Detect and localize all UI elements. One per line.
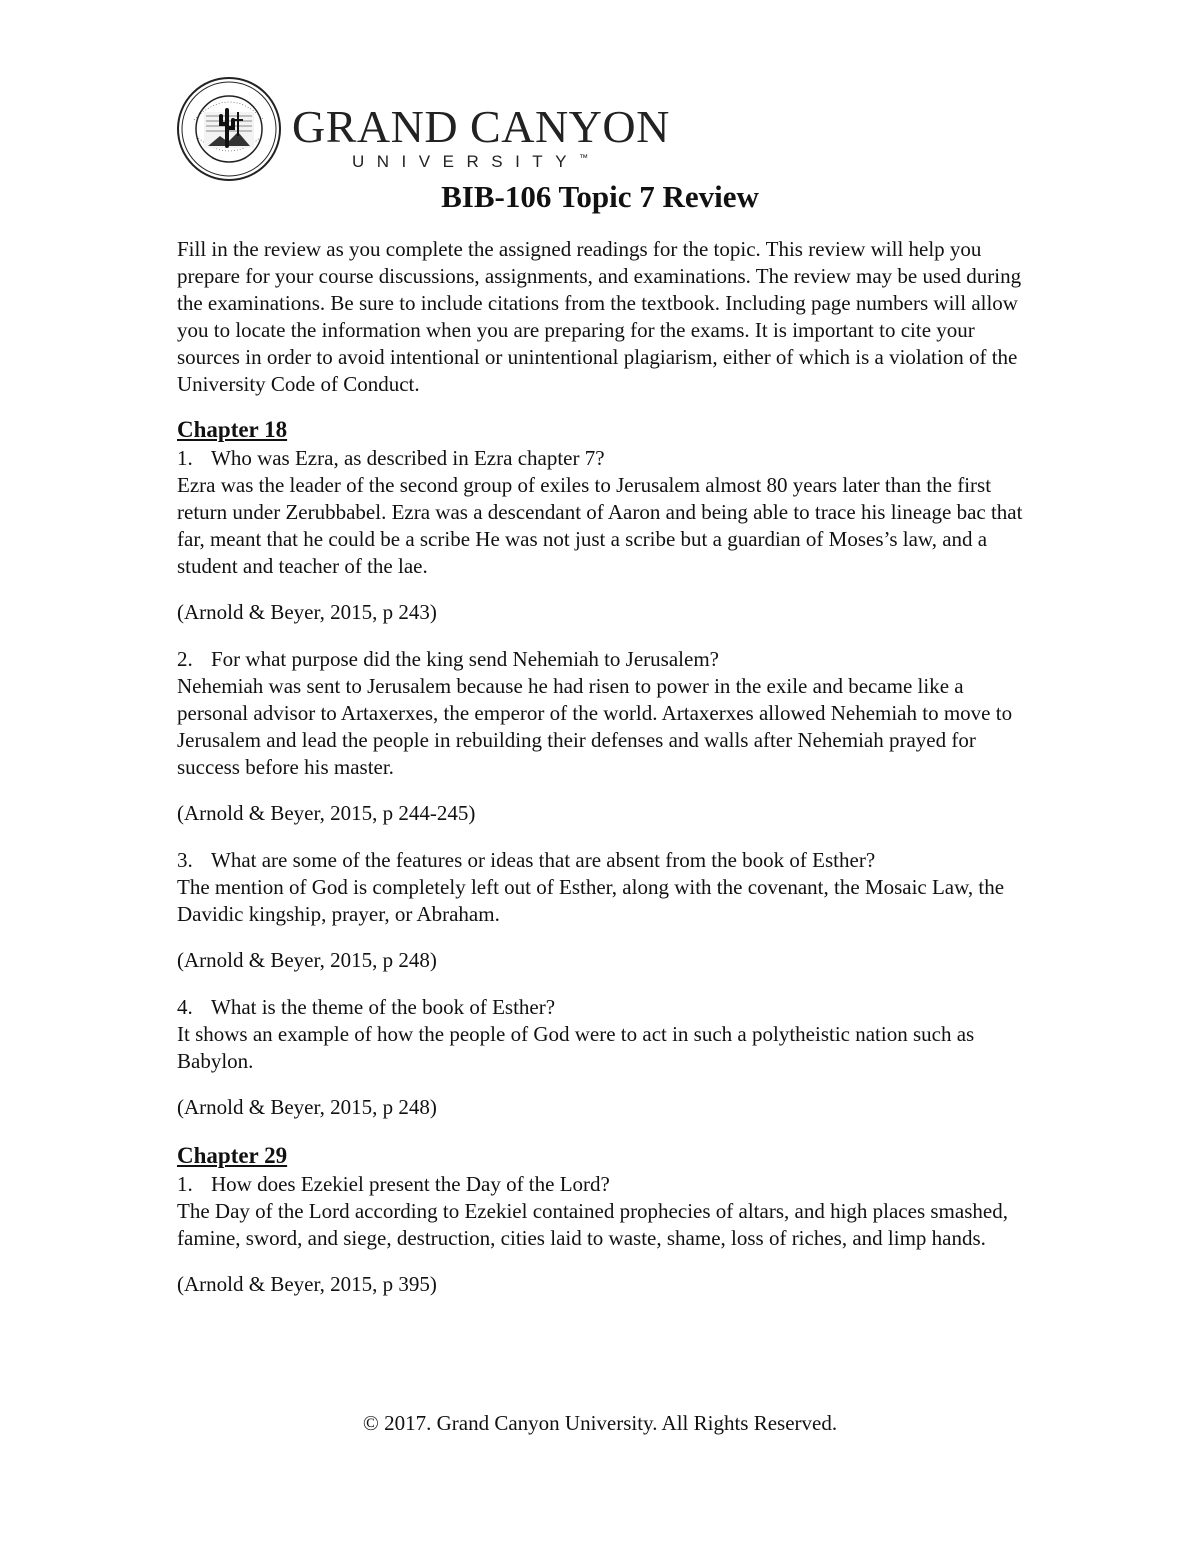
question-line [177, 994, 1037, 1021]
question-text: For what purpose did the king send Nehemiah to Jerusalem? [211, 647, 719, 671]
answer-text: It shows an example of how the people of God were to act in such a polytheistic nation such as Babylon. [177, 1022, 975, 1073]
university-seal-icon [176, 76, 282, 182]
question-line [177, 646, 1037, 673]
question-text: How does Ezekiel present the Day of the Lord? [211, 1172, 610, 1196]
trademark-mark: ™ [579, 152, 589, 163]
university-subname [352, 152, 652, 172]
answer-text: The Day of the Lord according to Ezekiel contained prophecies of altars, and high places smashed, famine, sword, and siege, destruction, cities laid to waste, shame, loss of riches, and limp hands. [177, 1199, 1008, 1250]
question-text: What are some of the features or ideas that are absent from the book of Esther? [211, 848, 876, 872]
question-block [177, 646, 1037, 781]
answer-text: The mention of God is completely left out of Esther, along with the covenant, the Mosaic Law, the Davidic kingship, prayer, or Abraham. [177, 875, 1005, 926]
university-wordmark [292, 101, 670, 172]
question-text: What is the theme of the book of Esther? [211, 995, 556, 1019]
citation: (Arnold & Beyer, 2015, p 248) [177, 1095, 437, 1119]
chapter-section [177, 415, 1037, 1121]
question-line [177, 1171, 1037, 1198]
page-title: BIB-106 Topic 7 Review [441, 179, 759, 214]
university-logo [176, 76, 670, 186]
chapter-heading: Chapter 18 [177, 417, 288, 442]
chapter-section [177, 1141, 1037, 1298]
question-block [177, 445, 1037, 580]
question-block [177, 847, 1037, 928]
question-number: 3. [177, 848, 193, 872]
intro-paragraph: Fill in the review as you complete the assigned readings for the topic. This review will help you prepare for your course discussions, assignments, and examinations. The review may be used during the examinations. Be sure to include citations from the textbook. Including page numbers will allow you to locate the information when you are preparing for the exams. It is important to cite your sources in order to avoid intentional or unintentional plagiarism, either of which is a violation of the University Code of Conduct. [177, 237, 1022, 396]
citation: (Arnold & Beyer, 2015, p 395) [177, 1272, 437, 1296]
answer-text: Nehemiah was sent to Jerusalem because he had risen to power in the exile and became like a personal advisor to Artaxerxes, the emperor of the world. Artaxerxes allowed Nehemiah to move to Jerusalem and lead the people in rebuilding their defenses and walls after Nehemiah prayed for success before his master. [177, 674, 1013, 779]
question-number: 1. [177, 1172, 193, 1196]
question-block [177, 994, 1037, 1075]
chapter-heading: Chapter 29 [177, 1143, 288, 1168]
citation: (Arnold & Beyer, 2015, p 248) [177, 948, 437, 972]
question-number: 2. [177, 647, 193, 671]
citation: (Arnold & Beyer, 2015, p 244-245) [177, 801, 476, 825]
question-block [177, 1171, 1037, 1252]
question-number: 4. [177, 995, 193, 1019]
question-line [177, 445, 1037, 472]
copyright-footer: © 2017. Grand Canyon University. All Rights Reserved. [362, 1411, 838, 1435]
question-number: 1. [177, 446, 193, 470]
university-name: GRAND CANYON [292, 101, 670, 152]
answer-text: Ezra was the leader of the second group of exiles to Jerusalem almost 80 years later than the first return under Zerubbabel. Ezra was a descendant of Aaron and being able to trace his lineage bac that far, meant that he could be a scribe He was not just a scribe but a guardian of Moses’s law, and a student and teacher of the lae. [177, 473, 1023, 578]
citation: (Arnold & Beyer, 2015, p 243) [177, 600, 437, 624]
document-body [177, 236, 1037, 1318]
question-line [177, 847, 1037, 874]
university-subname-text: UNIVERSITY [352, 152, 580, 171]
question-text: Who was Ezra, as described in Ezra chapter 7? [211, 446, 605, 470]
